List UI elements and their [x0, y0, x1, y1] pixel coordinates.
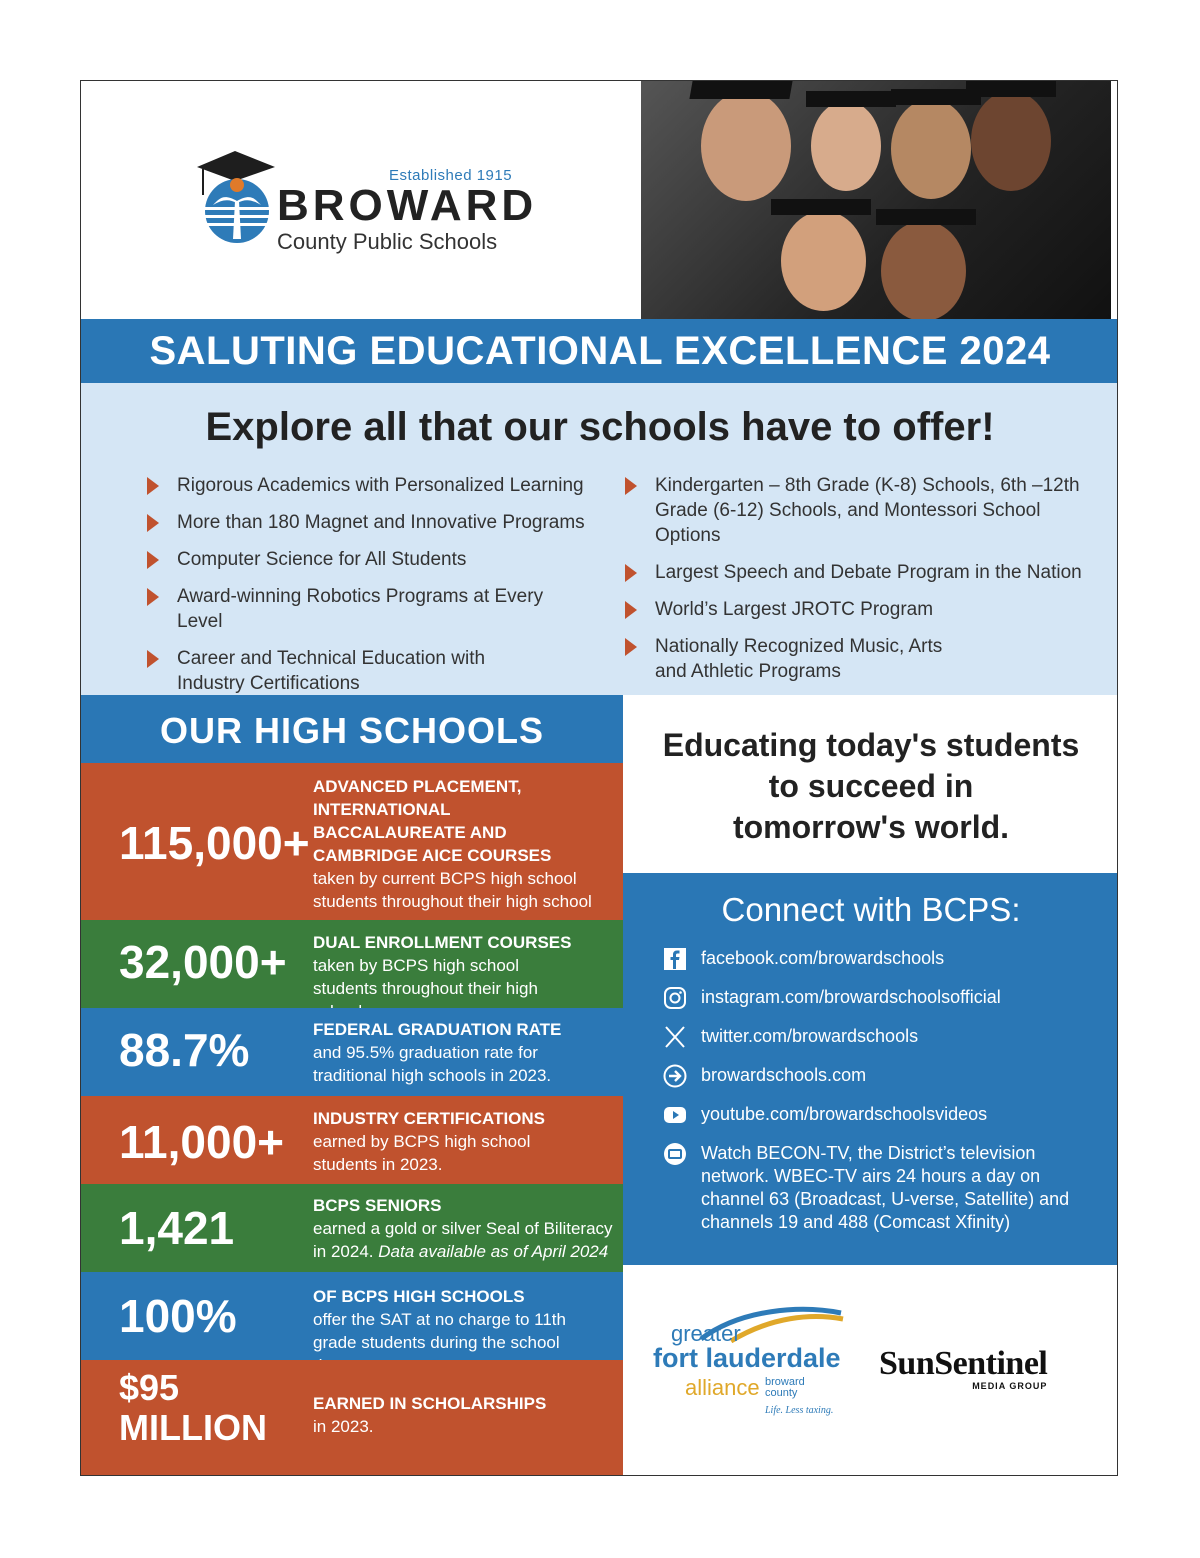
stat-text: offer the SAT at no charge to 11th grade students during the school	[313, 1310, 566, 1352]
website-link[interactable]: browardschools.com	[663, 1064, 1103, 1087]
explore-section	[81, 383, 1118, 695]
stat-scholarships	[81, 1360, 623, 1476]
title-band	[81, 319, 1118, 383]
arrow-bullet-icon	[625, 477, 637, 495]
stat-headline: OF BCPS HIGH SCHOOLS	[313, 1287, 525, 1306]
explore-heading: Explore all that our schools have to offer!	[205, 405, 995, 449]
stat-graduation-rate	[81, 1008, 623, 1096]
arrow-bullet-icon	[625, 564, 637, 582]
stat-number: 88.7%	[119, 1024, 250, 1076]
stat-headline: ADVANCED PLACEMENT, INTERNATIONAL BACCALAUREATE AND CAMBRIDGE AICE COURSES	[313, 777, 552, 865]
list-item: Computer Science for All Students	[145, 547, 585, 572]
tv-icon	[663, 1142, 687, 1166]
greater-fort-lauderdale-alliance-logo: greater fort lauderdale alliance broward county Life. Less taxing.	[651, 1313, 841, 1423]
stat-number: 1,421	[119, 1202, 235, 1254]
stat-note: Data available as of April 2024	[378, 1242, 609, 1261]
stat-text: taken by current BCPS high school students throughout their high school	[313, 869, 592, 911]
stat-description	[313, 1107, 613, 1176]
twitter-link[interactable]: twitter.com/browardschools	[663, 1025, 1103, 1048]
sun-sentinel-logo: SunSentinel MEDIA GROUP	[879, 1345, 1048, 1391]
stat-number: $95 MILLION	[119, 1367, 267, 1448]
arrow-bullet-icon	[147, 588, 159, 606]
stat-text: earned a gold or silver Seal of Biliteracy in 2024.	[313, 1219, 613, 1261]
stat-headline: FEDERAL GRADUATION RATE	[313, 1020, 562, 1039]
stat-description	[313, 1194, 613, 1263]
list-item: World’s Largest JROTC Program	[623, 597, 1083, 622]
established-text: Established 1915	[389, 167, 513, 184]
instagram-icon	[663, 986, 687, 1010]
flyer	[80, 80, 1118, 1476]
web-arrow-icon	[663, 1064, 687, 1088]
connect-links	[663, 947, 1103, 1250]
arrow-bullet-icon	[147, 650, 159, 668]
tagline-box	[623, 695, 1118, 873]
list-item: More than 180 Magnet and Innovative Programs	[145, 510, 585, 535]
connect-heading: Connect with BCPS:	[721, 891, 1021, 928]
youtube-link[interactable]: youtube.com/browardschoolsvideos	[663, 1103, 1103, 1126]
stat-ap-courses	[81, 763, 623, 920]
list-item: Career and Technical Education with Industry Certifications	[145, 646, 487, 696]
stat-text: taken by BCPS high school students throughout their high	[313, 956, 538, 998]
stat-headline: DUAL ENROLLMENT COURSES	[313, 933, 572, 952]
list-item: Award-winning Robotics Programs at Every Level	[145, 584, 585, 634]
tagline: Educating today's students to succeed in tomorrow's world.	[662, 727, 1080, 845]
instagram-link[interactable]: instagram.com/browardschoolsofficial	[663, 986, 1103, 1009]
stat-description	[313, 1018, 613, 1087]
graduation-cap-logo-icon	[193, 149, 279, 249]
arrow-bullet-icon	[147, 551, 159, 569]
list-item: Nationally Recognized Music, Arts and Athletic Programs	[623, 634, 965, 684]
youtube-icon	[663, 1103, 687, 1127]
stat-text: in 2023.	[313, 1417, 374, 1436]
graduates-photo	[641, 81, 1111, 319]
stat-dual-enrollment	[81, 920, 623, 1008]
explore-list-left	[145, 473, 585, 708]
stat-text: earned by BCPS high school students in 2023.	[313, 1132, 531, 1174]
becon-tv-info: Watch BECON-TV, the District’s television network. WBEC-TV airs 24 hours a day on channel 63 (Broadcast, U-verse, Satellite) and channels 19 and 488 (Comcast Xfinity)	[663, 1142, 1103, 1234]
stat-number: 32,000+	[119, 936, 287, 988]
stat-industry-certifications	[81, 1096, 623, 1184]
partner-logos	[623, 1265, 1118, 1476]
list-item: Rigorous Academics with Personalized Learning	[145, 473, 585, 498]
high-schools-heading: OUR HIGH SCHOOLS	[81, 695, 623, 763]
arrow-bullet-icon	[625, 601, 637, 619]
stat-number: 11,000+	[119, 1116, 285, 1168]
connect-section	[623, 873, 1118, 1265]
x-twitter-icon	[663, 1025, 687, 1049]
logo-name: BROWARD	[277, 181, 538, 230]
explore-list-right	[623, 473, 1083, 696]
arrow-bullet-icon	[625, 638, 637, 656]
page-title: SALUTING EDUCATIONAL EXCELLENCE 2024	[149, 329, 1051, 373]
stat-description	[313, 775, 613, 936]
stat-number: 115,000+	[119, 817, 310, 869]
stat-text: and 95.5% graduation rate for traditional high schools in 2023.	[313, 1043, 552, 1085]
list-item: Largest Speech and Debate Program in the Nation	[623, 560, 1083, 585]
stat-sat	[81, 1272, 623, 1360]
list-item: Kindergarten – 8th Grade (K-8) Schools, 6th –12th Grade (6-12) Schools, and Montessori School Options	[623, 473, 1083, 548]
arrow-bullet-icon	[147, 477, 159, 495]
stat-bcps-seniors	[81, 1184, 623, 1272]
stat-headline: INDUSTRY CERTIFICATIONS	[313, 1109, 546, 1128]
stat-description	[313, 1392, 613, 1438]
broward-logo	[193, 149, 538, 259]
logo-subtitle: County Public Schools	[277, 229, 498, 254]
header	[81, 81, 1118, 319]
facebook-link[interactable]: facebook.com/browardschools	[663, 947, 1103, 970]
stat-headline: BCPS SENIORS	[313, 1196, 442, 1215]
stat-headline: EARNED IN SCHOLARSHIPS	[313, 1394, 547, 1413]
stat-number: 100%	[119, 1290, 237, 1342]
facebook-icon	[663, 947, 687, 971]
arrow-bullet-icon	[147, 514, 159, 532]
